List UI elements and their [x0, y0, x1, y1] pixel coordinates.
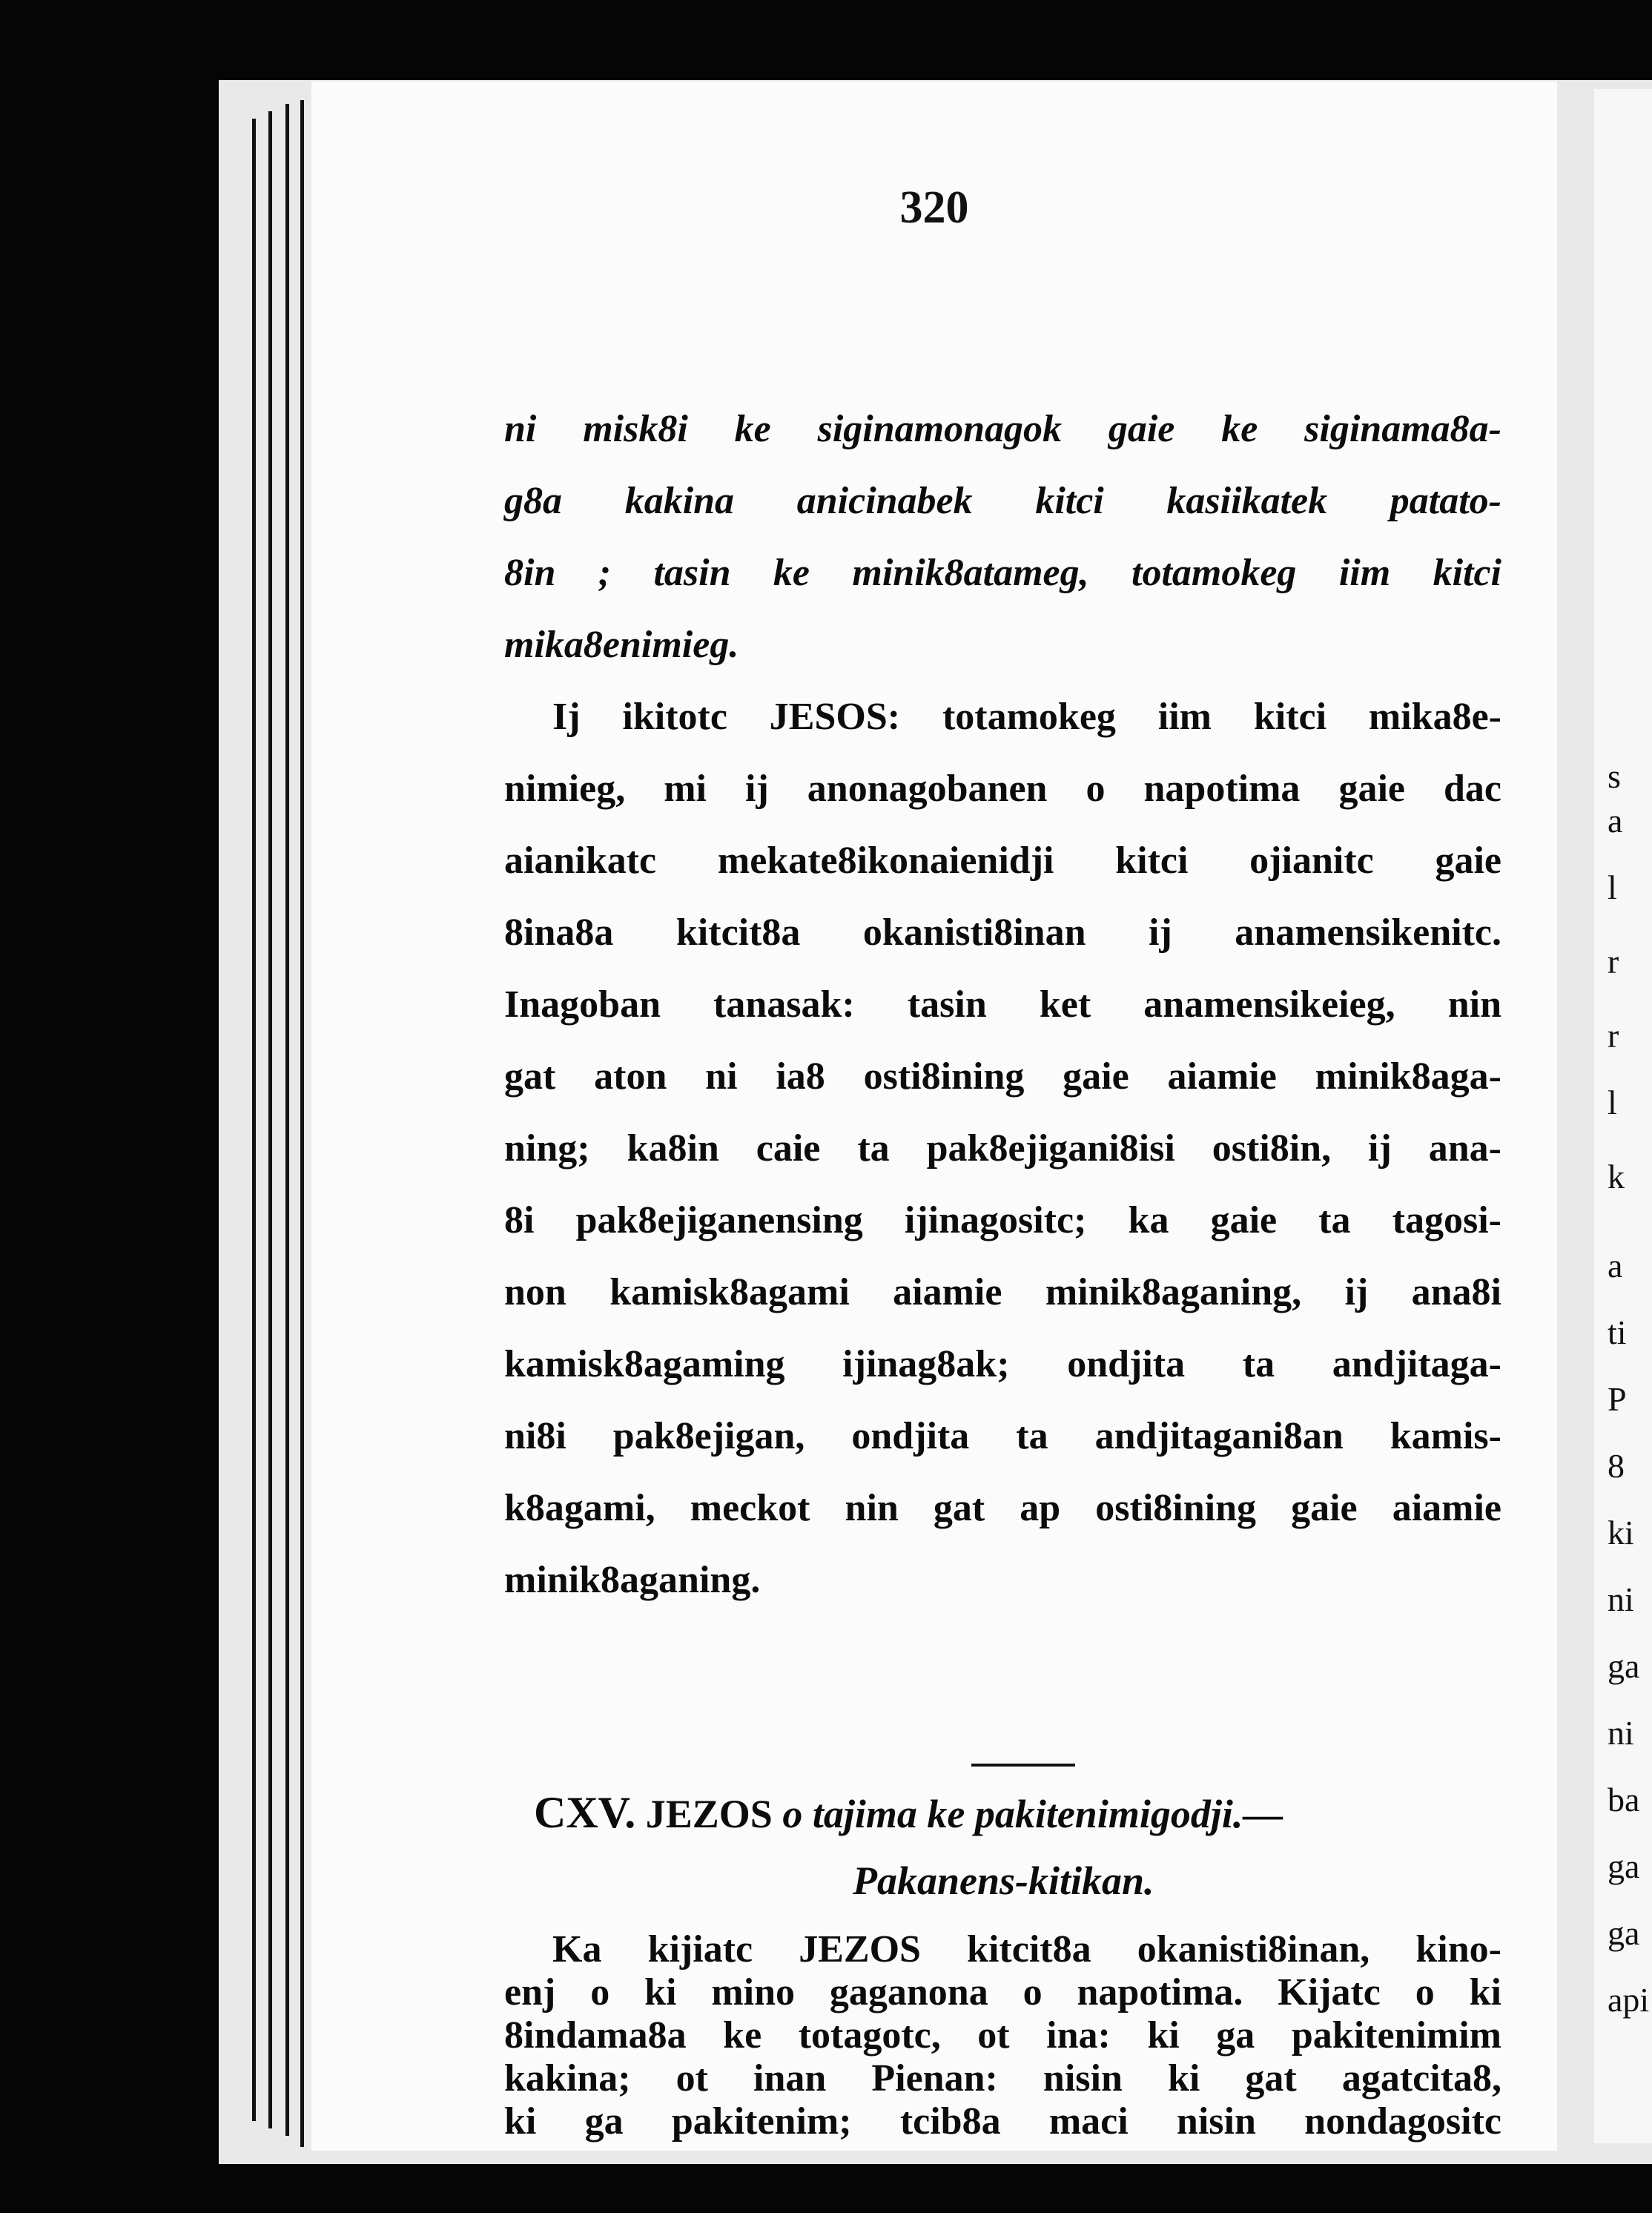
adjacent-page-fragment: ki — [1608, 1514, 1634, 1551]
adjacent-page-fragment: ga — [1608, 1647, 1640, 1685]
text-line: mika8enimieg. — [504, 624, 739, 666]
text-line: kakina; ot inan Pienan: nisin ki gat agatcita8, — [504, 2057, 1501, 2100]
page-text-continued — [504, 1928, 1501, 2143]
adjacent-page-fragment: ga — [1608, 1847, 1640, 1885]
page-edge-line — [285, 104, 289, 2136]
text-line: ni8i pak8ejigan, ondjita ta andjitagani8an kamis- — [504, 1415, 1501, 1457]
adjacent-page — [1594, 89, 1652, 2143]
adjacent-page-fragment: a — [1608, 1247, 1623, 1284]
text-line: nimieg, mi ij anonagobanen o napotima gaie dac — [504, 768, 1501, 810]
adjacent-page-fragment: r — [1608, 1017, 1619, 1055]
adjacent-page-fragment: l — [1608, 1084, 1617, 1121]
adjacent-page-fragment: r — [1608, 943, 1619, 980]
page-number: 320 — [899, 182, 969, 233]
text-line: 8ina8a kitcit8a okanisti8inan ij anamensikenitc. — [504, 911, 1501, 954]
section-divider — [971, 1764, 1075, 1767]
adjacent-page-fragment: api — [1608, 1981, 1650, 2019]
text-line: ning; ka8in caie ta pak8ejigani8isi osti8in, ij ana- — [504, 1127, 1501, 1170]
page-text — [504, 393, 1501, 1616]
adjacent-page-fragment: ni — [1608, 1580, 1634, 1618]
text-line: ni misk8i ke siginamonagok gaie ke siginama8a- — [504, 408, 1501, 450]
section-number: CXV. — [534, 1788, 636, 1837]
adjacent-page-fragment: P — [1608, 1380, 1627, 1418]
text-line: 8indama8a ke totagotc, ot ina: ki ga pakitenimim — [504, 2014, 1501, 2057]
text-line: g8a kakina anicinabek kitci kasiikatek patato- — [504, 480, 1501, 522]
adjacent-page-fragment: a — [1608, 802, 1623, 840]
text-line: k8agami, meckot nin gat ap osti8ining gaie aiamie — [504, 1487, 1501, 1529]
page-edge-line — [300, 100, 304, 2147]
text-line: minik8aganing. — [504, 1559, 761, 1601]
adjacent-page-fragment: ti — [1608, 1313, 1627, 1351]
text-line: Ij ikitotc JESOS: totamokeg iim kitci mika8e- — [552, 696, 1501, 738]
text-line: non kamisk8agami aiamie minik8aganing, ij ana8i — [504, 1271, 1501, 1313]
adjacent-page-fragment: k — [1608, 1158, 1625, 1195]
text-line: aianikatc mekate8ikonaienidji kitci ojianitc gaie — [504, 840, 1501, 882]
section-title: o tajima ke pakitenimigodji.— — [782, 1792, 1283, 1836]
text-line: Inagoban tanasak: tasin ket anamensikeieg, nin — [504, 983, 1501, 1026]
adjacent-page-fragment: l — [1608, 868, 1617, 906]
text-line: ki ga pakitenim; tcib8a maci nisin nondagositc — [504, 2100, 1501, 2143]
page-edge-line — [268, 111, 272, 2128]
adjacent-page-fragment: ga — [1608, 1914, 1640, 1952]
adjacent-page-fragment: s — [1608, 757, 1621, 795]
text-line: 8i pak8ejiganensing ijinagositc; ka gaie ta tagosi- — [504, 1199, 1501, 1241]
section-heading — [534, 1787, 1476, 1838]
section-subtitle: Pakanens-kitikan. — [853, 1859, 1154, 1903]
text-line: enj o ki mino gaganona o napotima. Kijatc o ki — [504, 1971, 1501, 2014]
adjacent-page-fragment: ba — [1608, 1781, 1640, 1818]
adjacent-page-fragment: ni — [1608, 1714, 1634, 1752]
section-name: JEZOS — [645, 1792, 773, 1836]
text-line: gat aton ni ia8 osti8ining gaie aiamie minik8aga- — [504, 1055, 1501, 1098]
page-edge-line — [252, 119, 256, 2121]
text-line: 8in ; tasin ke minik8atameg, totamokeg iim kitci — [504, 552, 1501, 594]
text-line: Ka kijiatc JEZOS kitcit8a okanisti8inan, kino- — [552, 1928, 1501, 1970]
text-line: kamisk8agaming ijinag8ak; ondjita ta andjitaga- — [504, 1343, 1501, 1385]
adjacent-page-fragment: 8 — [1608, 1447, 1625, 1485]
